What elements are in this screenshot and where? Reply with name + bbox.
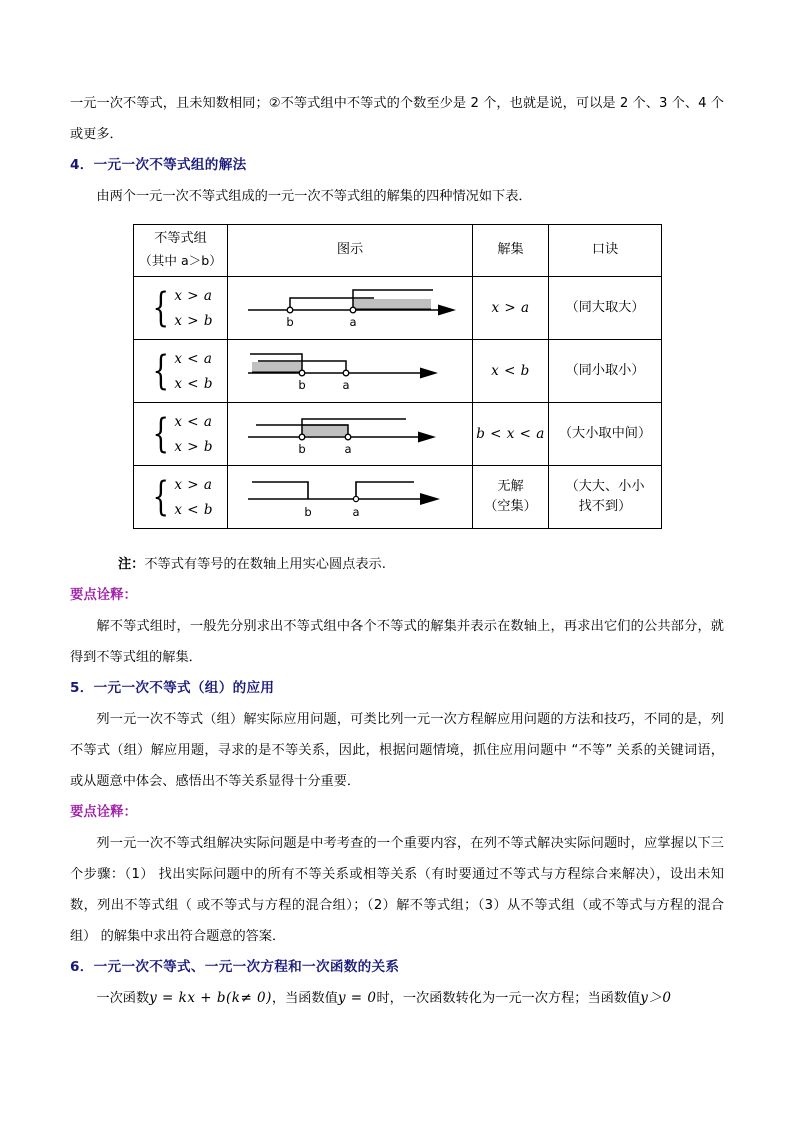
inequality-cases-table	[133, 224, 662, 529]
section-4-heading: 4．一元一次不等式组的解法	[70, 157, 247, 173]
mnemonic-3: （大小取中间）	[558, 426, 652, 441]
solution-4-line2: （空集）	[484, 499, 537, 514]
open-circle-b-2	[299, 370, 305, 376]
header-system-line2: （其中 a＞b）	[139, 253, 222, 268]
cell-solution-4	[473, 466, 549, 529]
solution-4-line1: 无解	[497, 479, 524, 494]
intro-paragraph: 一元一次不等式，且未知数相同；②不等式组中不等式的个数至少是 2 个，也就是说，可以是 2 个、3 个、4 个或更多．	[70, 96, 724, 142]
label-b-1: b	[286, 315, 294, 329]
system-3-ineq-1: x < a	[174, 413, 213, 430]
cell-diagram-4	[228, 466, 473, 529]
brace-icon: {	[152, 285, 169, 331]
cell-mnemonic-4	[549, 466, 662, 529]
brace-icon: {	[152, 474, 169, 520]
brace-icon: {	[152, 411, 169, 457]
number-line-diagram-2	[228, 340, 472, 402]
header-cell-solution	[473, 225, 549, 277]
axis-arrow-2	[420, 368, 438, 379]
section-4-lead: 由两个一元一次不等式组成的一元一次不等式组的解集的四种情况如下表．	[96, 189, 532, 204]
cell-mnemonic-2	[549, 340, 662, 403]
open-circle-a-4	[353, 496, 358, 501]
section-6-formula-1: y = kx + b(k≠ 0)	[149, 990, 272, 1006]
label-a-1: a	[349, 315, 357, 329]
header-diagram-label: 图示	[336, 242, 364, 257]
mnemonic-4-line2: 找不到）	[578, 499, 632, 514]
brace-icon: {	[152, 348, 169, 394]
cell-diagram-1	[228, 277, 473, 340]
cell-system-4	[134, 466, 228, 529]
axis-arrow-3	[418, 432, 436, 443]
open-circle-a-2	[343, 370, 349, 376]
note-text: 不等式有等号的在数轴上用实心圆点表示.	[144, 557, 386, 572]
solution-2: x < b	[491, 363, 530, 379]
note-line	[70, 549, 724, 580]
solution-1: x > a	[491, 300, 530, 316]
system-3-ineq-2: x > b	[174, 438, 214, 455]
cell-diagram-3	[228, 403, 473, 466]
cell-solution-1	[473, 277, 549, 340]
section-5-heading: 5．一元一次不等式（组）的应用	[70, 680, 275, 696]
document-content	[70, 88, 724, 1014]
header-mnemonic-label: 口诀	[591, 242, 619, 257]
number-line-svg-3	[228, 403, 472, 465]
header-cell-mnemonic	[549, 225, 662, 277]
section-6-formula-3: y＞0	[640, 990, 672, 1006]
number-line-svg-2	[228, 340, 472, 402]
system-1-ineq-2: x > b	[174, 312, 214, 329]
section-5-keypoint-label: 要点诠释：	[70, 805, 137, 820]
number-line-svg-4	[228, 466, 472, 528]
label-b-4: b	[304, 505, 312, 519]
mnemonic-1: （同大取大）	[565, 300, 645, 315]
cell-diagram-2	[228, 340, 473, 403]
system-4-ineq-1: x > a	[174, 476, 213, 493]
open-circle-b-3	[299, 434, 305, 440]
open-circle-a-3	[345, 434, 351, 440]
cell-solution-3	[473, 403, 549, 466]
number-line-svg-1	[228, 277, 472, 339]
cases-table-wrapper	[133, 224, 724, 529]
table-row	[134, 466, 662, 529]
table-row	[134, 403, 662, 466]
table-row	[134, 340, 662, 403]
section-6-heading: 6．一元一次不等式、一元一次方程和一次函数的关系	[70, 959, 400, 975]
section-4-keypoint-label: 要点诠释：	[70, 588, 137, 603]
table-header-row	[134, 225, 662, 277]
section-6-body	[70, 983, 724, 1014]
cell-mnemonic-1	[549, 277, 662, 340]
table-row	[134, 277, 662, 340]
section-6-text-3: 时，一次函数转化为一元一次方程；当函数值	[376, 991, 641, 1006]
note-prefix: 注：	[118, 557, 145, 572]
cell-system-3	[134, 403, 228, 466]
label-a-4: a	[352, 505, 360, 519]
mnemonic-4-line1: （大大、小小	[565, 479, 645, 494]
section-5-keypoint-text: 列一元一次不等式组解决实际问题是中考考查的一个重要内容，在列不等式解决实际问题时，应掌握以下三个步骤：（1） 找出实际问题中的所有不等关系或相等关系（有时要通过不等式与方程综合来解决），设出未知数，列出不等式组（ 或不等式与方程的混合组）；（2）解不等式组；（3）从不等式组（或不等式与方程的混合组） 的解集中求出符合题意的答案．	[70, 836, 724, 944]
open-circle-a-1	[350, 307, 356, 313]
label-b-3: b	[298, 442, 306, 456]
header-system-line1: 不等式组	[154, 231, 207, 246]
solution-3: b < x < a	[476, 426, 545, 442]
number-line-diagram-3	[228, 403, 472, 465]
header-solution-label: 解集	[497, 242, 524, 257]
open-circle-b-1	[287, 307, 293, 313]
section-6-text-2: ，当函数值	[271, 991, 338, 1006]
cell-system-1	[134, 277, 228, 340]
header-cell-system	[134, 225, 228, 277]
header-cell-diagram	[228, 225, 473, 277]
mnemonic-2: （同小取小）	[565, 363, 645, 378]
axis-arrow-1	[438, 305, 456, 316]
number-line-diagram-1	[228, 277, 472, 339]
cell-solution-2	[473, 340, 549, 403]
section-6-text-1: 一次函数	[96, 991, 150, 1006]
shaded-region-2	[252, 362, 302, 372]
axis-arrow-4	[420, 493, 440, 505]
cell-system-2	[134, 340, 228, 403]
system-2-ineq-1: x < a	[174, 350, 213, 367]
section-5-body: 列一元一次不等式（组）解实际应用问题，可类比列一元一次方程解应用问题的方法和技巧，不同的是，列不等式（组）解应用题，寻求的是不等关系，因此，根据问题情境，抓住应用问题中 “不等” 关系的关键词语，或从题意中体会、感悟出不等关系显得十分重要．	[70, 712, 724, 789]
system-2-ineq-2: x < b	[174, 375, 214, 392]
system-4-ineq-2: x < b	[174, 501, 214, 518]
number-line-diagram-4	[228, 466, 472, 528]
cell-mnemonic-3	[549, 403, 662, 466]
label-a-3: a	[344, 442, 352, 456]
label-b-2: b	[298, 378, 306, 392]
shaded-region-3	[302, 425, 348, 436]
label-a-2: a	[342, 378, 350, 392]
shaded-region-1	[353, 299, 431, 309]
section-6-formula-2: y = 0	[337, 990, 377, 1006]
section-4-keypoint-text: 解不等式组时，一般先分别求出不等式组中各个不等式的解集并表示在数轴上，再求出它们的公共部分，就得到不等式组的解集．	[70, 619, 724, 665]
system-1-ineq-1: x > a	[174, 287, 213, 304]
